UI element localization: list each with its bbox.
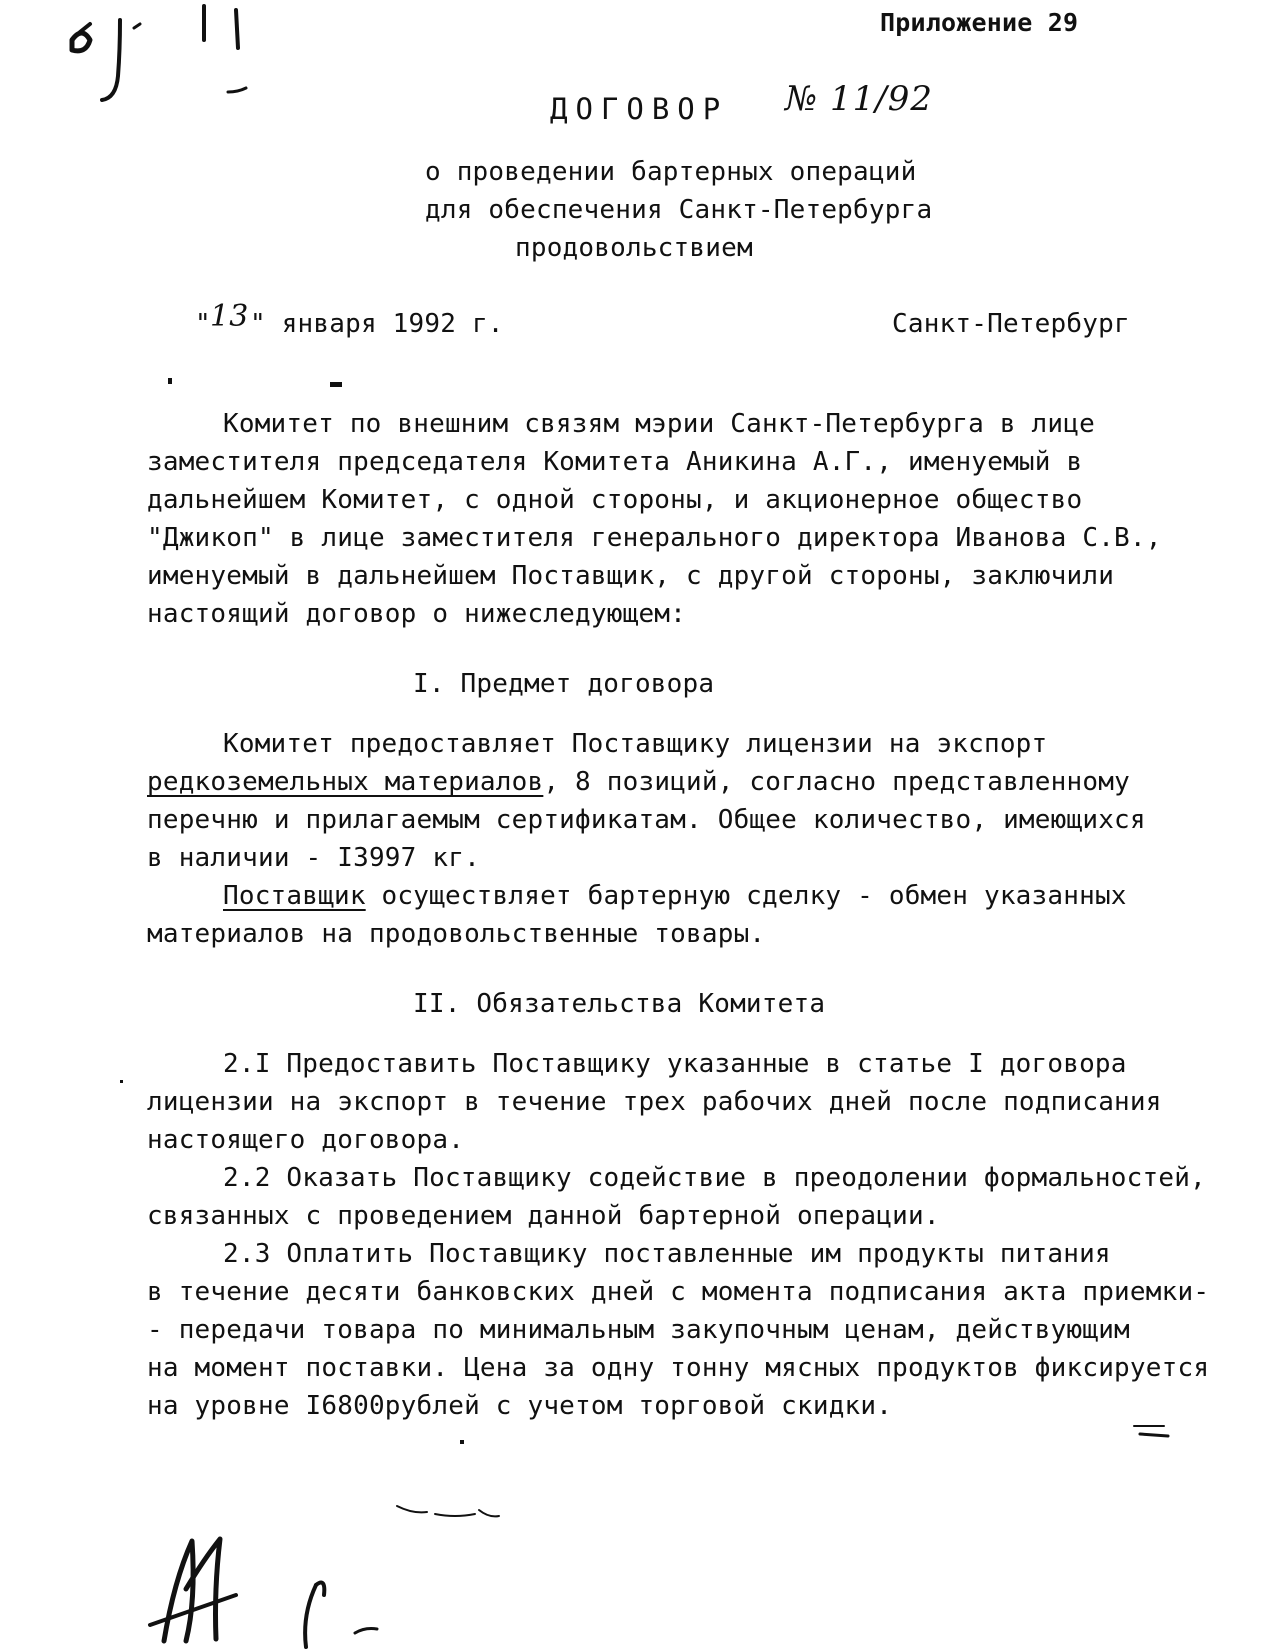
preamble-line-3: дальнейшем Комитет, с одной стороны, и акционерное общество bbox=[147, 485, 1083, 515]
section-1-p2-line-1 bbox=[223, 881, 1127, 911]
section-1-p1-line-2-rest: , 8 позиций, согласно представленному bbox=[543, 767, 1130, 797]
preamble-line-5: именуемый в дальнейшем Поставщик, с другой стороны, заключили bbox=[147, 561, 1115, 591]
item-2-1-line-2: лицензии на экспорт в течение трех рабочих дней после подписания bbox=[147, 1087, 1162, 1117]
item-2-2-line-1: 2.2 Оказать Поставщику содействие в преодолении формальностей, bbox=[223, 1163, 1206, 1193]
contract-number: № 11/92 bbox=[785, 79, 933, 119]
subtitle-line-1: о проведении бартерных операций bbox=[425, 157, 917, 187]
signature bbox=[140, 1525, 400, 1649]
section-1-p1-line-3: перечню и прилагаемым сертификатам. Общее количество, имеющихся bbox=[147, 805, 1146, 835]
item-2-3-line-5: на уровне I6800рублей с учетом торговой скидки. bbox=[147, 1391, 893, 1421]
appendix-label: Приложение 29 bbox=[880, 8, 1079, 37]
city: Санкт-Петербург bbox=[892, 309, 1130, 339]
item-2-1-line-3: настоящего договора. bbox=[147, 1125, 465, 1155]
scan-speck bbox=[395, 1500, 505, 1530]
section-1-p2-line-1-rest: осуществляет бартерную сделку - обмен указанных bbox=[365, 881, 1127, 911]
date-month-year: " января 1992 г. bbox=[250, 309, 504, 339]
date-day: 13 bbox=[210, 299, 249, 334]
stray-mark bbox=[168, 378, 172, 384]
subtitle-line-2: для обеспечения Санкт-Петербурга bbox=[425, 195, 933, 225]
document-title: ДОГОВОР bbox=[550, 92, 729, 126]
section-1-p1-line-1: Комитет предоставляет Поставщику лицензии на экспорт bbox=[223, 729, 1048, 759]
item-2-3-line-4: на момент поставки. Цена за одну тонну мясных продуктов фиксируется bbox=[147, 1353, 1210, 1383]
section-1-p2-line-2: материалов на продовольственные товары. bbox=[147, 919, 766, 949]
stray-mark bbox=[330, 382, 342, 387]
date-quote-open: " bbox=[195, 309, 211, 339]
preamble-line-2: заместителя председателя Комитета Аникина А.Г., именуемый в bbox=[147, 447, 1083, 477]
preamble-line-4: "Джикоп" в лице заместителя генерального директора Иванова С.В., bbox=[147, 523, 1162, 553]
underlined-text: Поставщик bbox=[223, 881, 366, 911]
section-1-p1-line-2 bbox=[147, 767, 1130, 797]
item-2-3-line-2: в течение десяти банковских дней с момента подписания акта приемки- bbox=[147, 1277, 1210, 1307]
scan-speck bbox=[460, 1440, 464, 1444]
continuation-mark bbox=[1132, 1420, 1172, 1444]
subtitle-line-3: продовольствием bbox=[515, 233, 753, 263]
item-2-1-line-1: 2.I Предоставить Поставщику указанные в статье I договора bbox=[223, 1049, 1127, 1079]
section-1-heading: I. Предмет договора bbox=[413, 669, 715, 699]
item-2-3-line-3: - передачи товара по минимальным закупочным ценам, действующим bbox=[147, 1315, 1130, 1345]
scan-speck bbox=[120, 1080, 123, 1083]
item-2-2-line-2: связанных с проведением данной бартерной операции. bbox=[147, 1201, 940, 1231]
section-2-heading: II. Обязательства Комитета bbox=[413, 989, 826, 1019]
preamble-line-1: Комитет по внешним связям мэрии Санкт-Петербурга в лице bbox=[223, 409, 1095, 439]
underlined-text: редкоземельных материалов bbox=[147, 767, 544, 797]
handwritten-mark bbox=[60, 0, 260, 110]
item-2-3-line-1: 2.3 Оплатить Поставщику поставленные им продукты питания bbox=[223, 1239, 1111, 1269]
preamble-line-6: настоящий договор о нижеследующем: bbox=[147, 599, 687, 629]
section-1-p1-line-4: в наличии - I3997 кг. bbox=[147, 843, 480, 873]
